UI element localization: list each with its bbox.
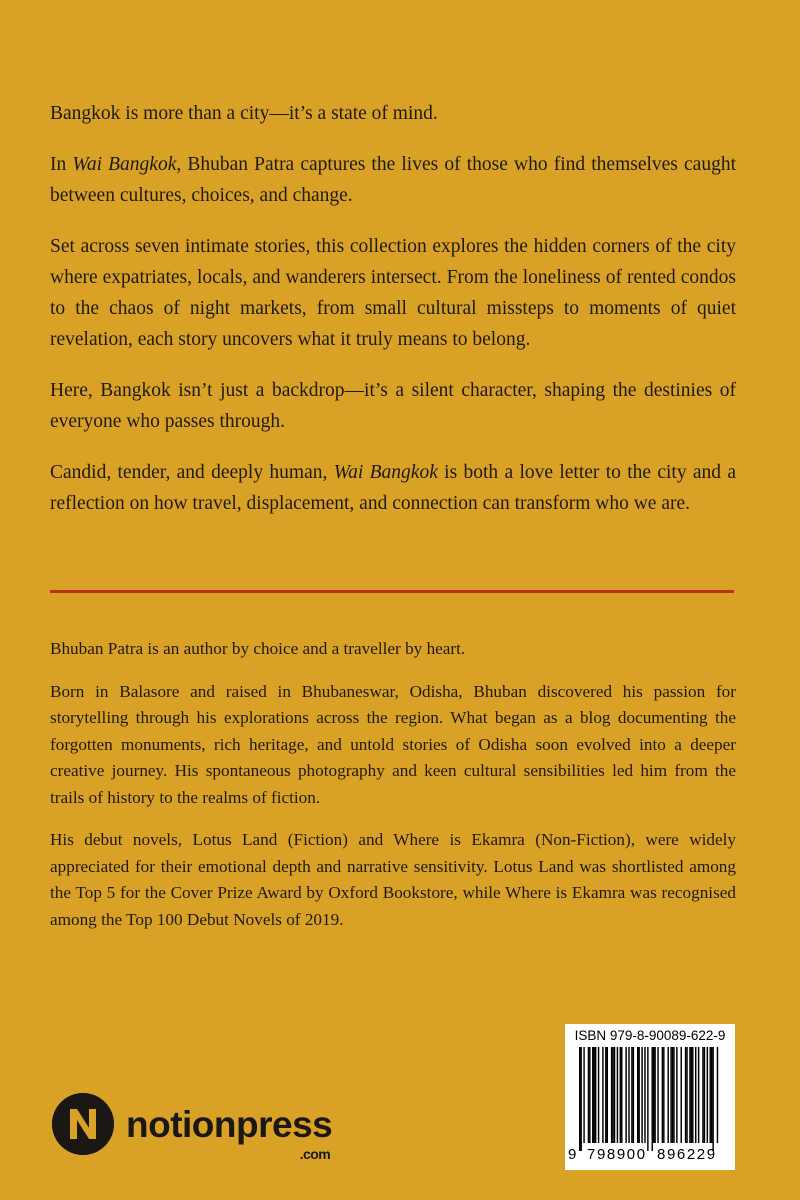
barcode-first-digit: 9 — [568, 1146, 577, 1163]
bio-paragraph-3: His debut novels, Lotus Land (Fiction) and Where is Ekamra (Non-Fiction), were widely appreciated for their emotional depth and narrative sensitivity. Lotus Land was shortlisted among the Top 5 for the Cover Prize Award by Oxford Bookstore, while Where is Ekamra was recognised among the Top 100 Debut Novels of 2019. — [50, 830, 736, 929]
publisher-name — [126, 1103, 333, 1162]
blurb-p5-prefix: Candid, tender, and deeply human, — [50, 462, 334, 483]
blurb-paragraph-2 — [50, 149, 736, 211]
barcode-right-digits: 896229 — [657, 1146, 717, 1163]
author-bio — [50, 636, 736, 949]
book-title-italic: Wai Bangkok, — [72, 154, 182, 175]
blurb-p5-text: is both a love letter to the city and a reflection on how travel, displacement, and connection can transform who we are. — [50, 462, 737, 514]
isbn-barcode — [565, 1024, 735, 1170]
barcode-left-digits: 798900 — [587, 1146, 647, 1163]
blurb-paragraph-1: Bangkok is more than a city—it’s a state of mind. — [50, 103, 438, 124]
blurb-paragraph-4: Here, Bangkok isn’t just a backdrop—it’s a silent character, shaping the destinies of everyone who passes through. — [50, 380, 736, 432]
isbn-label: ISBN 979-8-90089-622-9 — [574, 1028, 726, 1043]
bio-paragraph-1: Bhuban Patra is an author by choice and a traveller by heart. — [50, 639, 466, 658]
bio-paragraph-2: Born in Balasore and raised in Bhubaneswar, Odisha, Bhuban discovered his passion for storytelling through his explorations across the region. What began as a blog documenting the forgotten monuments, rich heritage, and untold stories of Odisha soon evolved into a deeper creative journey. His spontaneous photography and keen cultural sensibilities led him from the trails of history to the realms of fiction. — [50, 681, 736, 807]
blurb-paragraph-5 — [50, 457, 736, 519]
publisher-name-text: notionpress — [126, 1103, 333, 1145]
barcode-bars — [579, 1047, 721, 1151]
section-divider — [50, 590, 734, 593]
blurb-p2-text: Bhuban Patra captures the lives of those who find themselves caught between cultures, choices, and change. — [50, 154, 737, 206]
notionpress-n-icon — [52, 1093, 114, 1155]
publisher-logo — [52, 1078, 332, 1170]
book-blurb — [50, 98, 736, 539]
blurb-p2-prefix: In — [50, 154, 73, 175]
book-title-italic: Wai Bangkok — [333, 462, 438, 483]
publisher-domain: .com — [299, 1145, 331, 1162]
blurb-paragraph-3: Set across seven intimate stories, this collection explores the hidden corners of the city where expatriates, locals, and wanderers intersect. From the loneliness of rented condos to the chaos of night markets, from small cultural missteps to moments of quiet revelation, each story uncovers what it truly means to belong. — [50, 236, 736, 350]
